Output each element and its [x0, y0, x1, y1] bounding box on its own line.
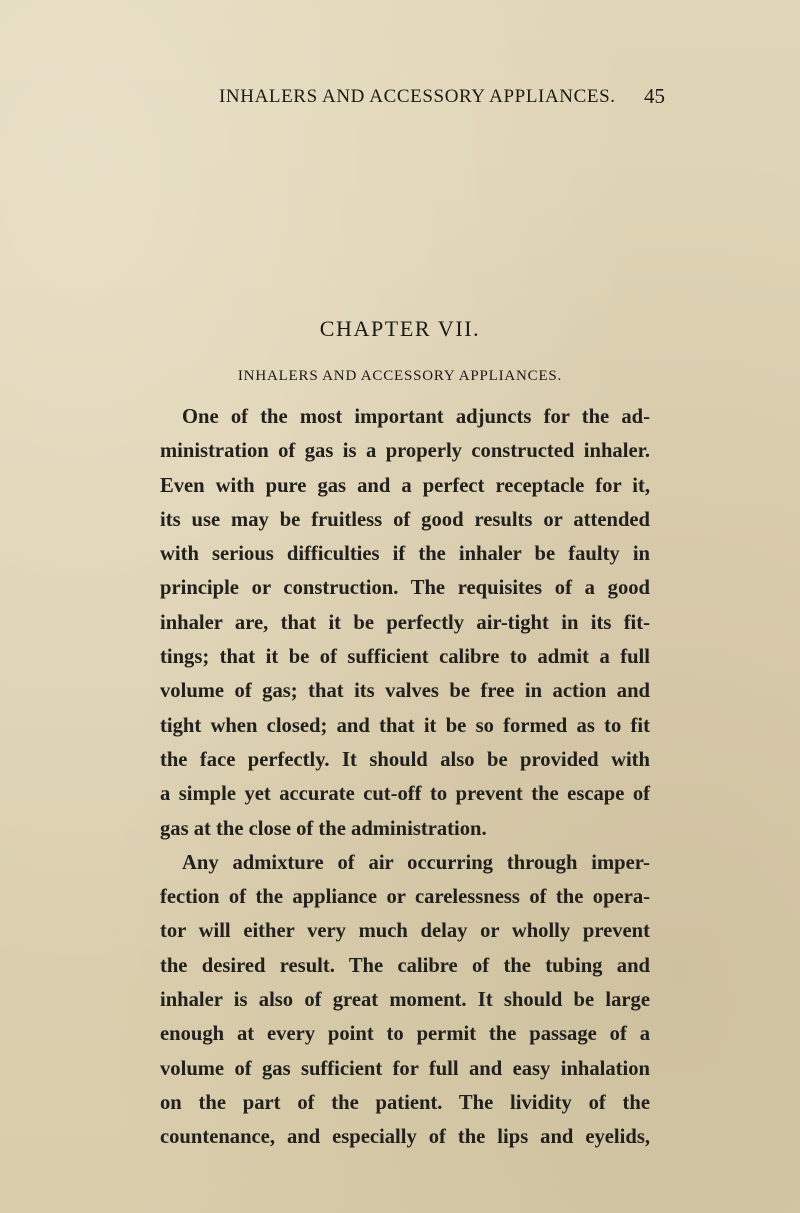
text-line: enough at every point to permit the passage of a — [160, 1023, 650, 1046]
text-line: tings; that it be of sufficient calibre to admit a full — [160, 646, 650, 669]
chapter-title: CHAPTER VII. — [319, 316, 481, 341]
text-line: on the part of the patient. The lividity of the — [160, 1091, 650, 1114]
page-number: 45 — [644, 84, 665, 108]
text-line: tor will either very much delay or wholly prevent — [160, 920, 650, 943]
text-line: the face perfectly. It should also be provided with — [160, 748, 650, 771]
text-line: Even with pure gas and a perfect receptacle for it, — [160, 474, 650, 497]
body-text — [160, 400, 650, 1155]
text-line: a simple yet accurate cut-off to prevent the escape of — [160, 783, 650, 806]
text-line: with serious difficulties if the inhaler be faulty in — [160, 543, 650, 566]
text-line-paragraph-end: gas at the close of the administration. — [160, 817, 487, 840]
text-line: its use may be fruitless of good results or attended — [160, 508, 650, 531]
running-header-title: INHALERS AND ACCESSORY APPLIANCES. — [219, 86, 616, 107]
text-line: One of the most important adjuncts for the ad- — [182, 406, 650, 428]
text-line: fection of the appliance or carelessness of the opera- — [160, 886, 650, 909]
text-line: the desired result. The calibre of the tubing and — [160, 954, 650, 977]
text-line: Any admixture of air occurring through imper- — [182, 851, 650, 874]
text-line: volume of gas sufficient for full and easy inhalation — [160, 1057, 650, 1080]
text-line: volume of gas; that its valves be free in action and — [160, 680, 650, 703]
text-line: tight when closed; and that it be so formed as to fit — [160, 714, 650, 737]
text-line: ministration of gas is a properly constructed inhaler. — [160, 440, 650, 463]
text-line: inhaler is also of great moment. It should be large — [160, 989, 650, 1012]
text-line: inhaler are, that it be perfectly air-tight in its fit- — [160, 611, 650, 634]
text-line: principle or construction. The requisites of a good — [160, 577, 650, 600]
text-line: countenance, and especially of the lips and eyelids, — [160, 1126, 650, 1149]
chapter-subtitle: INHALERS AND ACCESSORY APPLIANCES. — [237, 368, 563, 384]
